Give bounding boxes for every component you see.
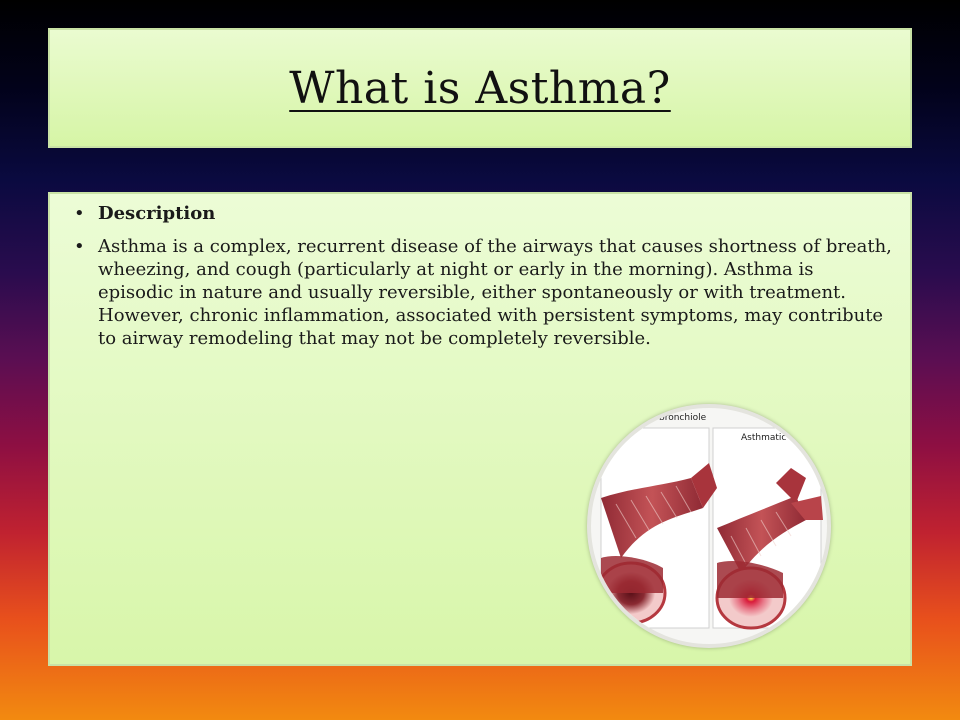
- title-panel: [48, 28, 912, 148]
- airway-illustration: [591, 408, 827, 644]
- bullet-list: [72, 202, 892, 360]
- airway-comparison-image: [587, 404, 831, 648]
- bullet-body-text: Asthma is a complex, recurrent disease of the airways that causes shortness of breath, wheezing, and cough (particularly at night or early in the morning). Asthma is episodic in nature and usually reversible, either spontaneously or with treatment. However, chronic inflammation, associated with persistent symptoms, may contribute to airway remodeling that may not be completely reversible.: [98, 236, 892, 349]
- right-figure-label: Asthmatic br: [741, 433, 799, 443]
- bullet-item-definition: [72, 235, 892, 350]
- bullet-dot-icon: •: [74, 203, 85, 224]
- bullet-dot-icon: •: [74, 236, 85, 257]
- bullet-item-description: [72, 202, 892, 225]
- content-panel: [48, 192, 912, 666]
- bullet-heading: Description: [98, 203, 216, 224]
- slide-title: What is Asthma?: [289, 62, 671, 114]
- left-figure-label: bronchiole: [659, 413, 707, 423]
